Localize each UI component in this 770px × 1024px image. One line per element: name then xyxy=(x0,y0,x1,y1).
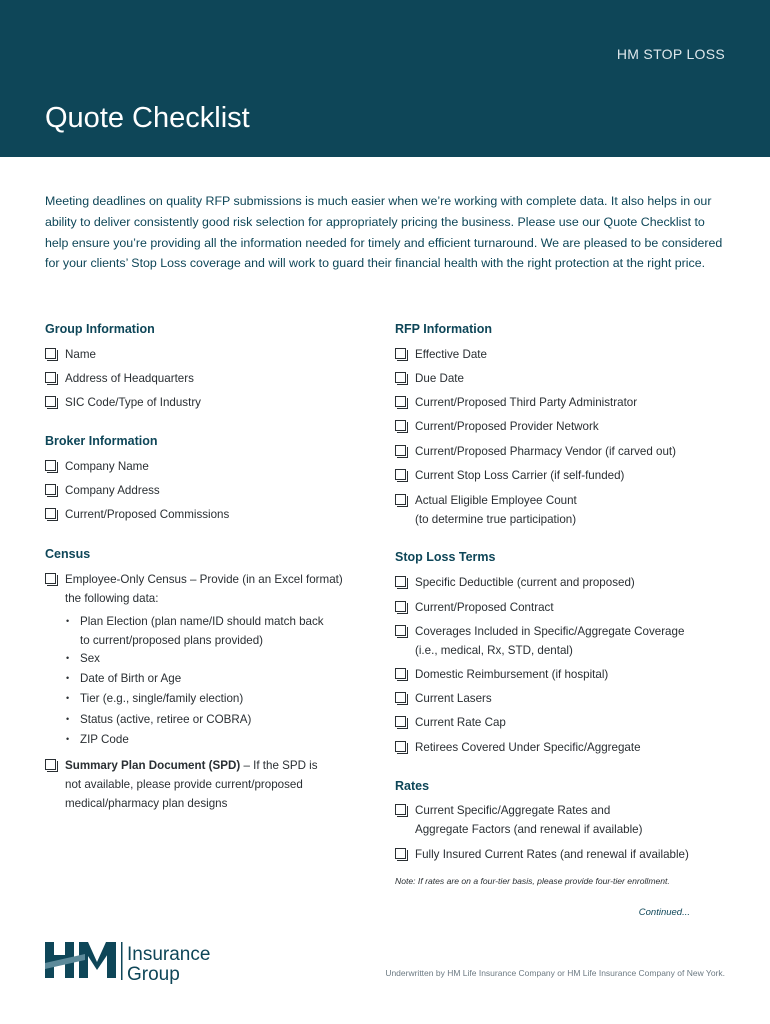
checklist-item[interactable]: Company Name xyxy=(45,457,149,476)
list-item: • Sex xyxy=(66,649,100,668)
checklist-item[interactable]: SIC Code/Type of Industry xyxy=(45,393,201,412)
checkbox-icon[interactable] xyxy=(395,804,406,815)
logo-word-insurance: Insurance xyxy=(127,944,211,965)
hm-insurance-group-logo xyxy=(45,940,235,986)
checkbox-icon[interactable] xyxy=(395,576,406,587)
checkbox-icon[interactable] xyxy=(395,348,406,359)
checkbox-icon[interactable] xyxy=(395,469,406,480)
checklist-item[interactable]: Current/Proposed Commissions xyxy=(45,505,229,524)
checklist-item[interactable]: Current/Proposed Contract xyxy=(395,598,554,617)
census-heading: Census xyxy=(45,547,91,561)
checkbox-icon[interactable] xyxy=(45,348,56,359)
checklist-item[interactable]: Company Address xyxy=(45,481,160,500)
rates-note: Note: If rates are on a four-tier basis, please provide four-tier enrollment. xyxy=(395,876,670,886)
checkbox-icon[interactable] xyxy=(45,573,56,584)
checkbox-icon[interactable] xyxy=(395,741,406,752)
checklist-item[interactable]: Retirees Covered Under Specific/Aggregate xyxy=(395,738,641,757)
checklist-item[interactable]: Name xyxy=(45,345,96,364)
checkbox-icon[interactable] xyxy=(45,508,56,519)
checklist-item[interactable]: Domestic Reimbursement (if hospital) xyxy=(395,665,608,684)
checkbox-icon[interactable] xyxy=(395,668,406,679)
bullet-icon: • xyxy=(66,714,70,724)
page-title: Quote Checklist xyxy=(45,102,250,134)
bullet-icon: • xyxy=(66,616,70,626)
list-item: • Tier (e.g., single/family election) xyxy=(66,689,243,708)
bullet-icon: • xyxy=(66,673,70,683)
rfp-information-heading: RFP Information xyxy=(395,322,492,336)
stop-loss-terms-heading: Stop Loss Terms xyxy=(395,550,496,564)
broker-information-heading: Broker Information xyxy=(45,434,158,448)
checklist-item-coverages[interactable]: Coverages Included in Specific/Aggregate Coverage (i.e., medical, Rx, STD, dental) xyxy=(395,622,684,660)
checkbox-icon[interactable] xyxy=(395,494,406,505)
checklist-item[interactable]: Current/Proposed Provider Network xyxy=(395,417,599,436)
checklist-item[interactable]: Current/Proposed Third Party Administrator xyxy=(395,393,637,412)
list-item: • Date of Birth or Age xyxy=(66,669,181,688)
checkbox-icon[interactable] xyxy=(45,372,56,383)
checklist-item[interactable]: Fully Insured Current Rates (and renewal if available) xyxy=(395,845,689,864)
checklist-item[interactable]: Due Date xyxy=(395,369,464,388)
checklist-item[interactable]: Current Stop Loss Carrier (if self-funded) xyxy=(395,466,624,485)
checklist-item[interactable]: Current Lasers xyxy=(395,689,492,708)
checklist-item[interactable]: Address of Headquarters xyxy=(45,369,194,388)
checklist-item-rates[interactable]: Current Specific/Aggregate Rates and Aggregate Factors (and renewal if available) xyxy=(395,801,643,839)
checklist-item-employee-count[interactable]: Actual Eligible Employee Count (to determine true participation) xyxy=(395,491,577,529)
checkbox-icon[interactable] xyxy=(45,396,56,407)
group-information-heading: Group Information xyxy=(45,322,155,336)
list-item: • Status (active, retiree or COBRA) xyxy=(66,710,251,729)
continued-label: Continued... xyxy=(638,907,690,918)
checkbox-icon[interactable] xyxy=(395,396,406,407)
logo-word-group: Group xyxy=(127,964,180,985)
checklist-item-spd[interactable]: Summary Plan Document (SPD) – If the SPD is not available, please provide current/proposed medical/pharmacy plan designs xyxy=(45,756,318,813)
list-item: • ZIP Code xyxy=(66,730,129,749)
checkbox-icon[interactable] xyxy=(45,484,56,495)
bullet-icon: • xyxy=(66,734,70,744)
checkbox-icon[interactable] xyxy=(395,372,406,383)
bullet-icon: • xyxy=(66,653,70,663)
checklist-item[interactable]: Specific Deductible (current and proposed) xyxy=(395,573,635,592)
rates-heading: Rates xyxy=(395,779,430,793)
checkbox-icon[interactable] xyxy=(395,445,406,456)
checkbox-icon[interactable] xyxy=(395,848,406,859)
brand-tag: HM STOP LOSS xyxy=(616,46,725,62)
checkbox-icon[interactable] xyxy=(395,692,406,703)
header-banner xyxy=(0,0,770,157)
checkbox-icon[interactable] xyxy=(45,460,56,471)
checkbox-icon[interactable] xyxy=(395,420,406,431)
checklist-item[interactable]: Effective Date xyxy=(395,345,487,364)
checkbox-icon[interactable] xyxy=(395,716,406,727)
checklist-item-employee-census[interactable]: Employee-Only Census – Provide (in an Excel format) the following data: xyxy=(45,570,343,608)
checkbox-icon[interactable] xyxy=(395,601,406,612)
bullet-icon: • xyxy=(66,693,70,703)
list-item: • Plan Election (plan name/ID should match back to current/proposed plans provided) xyxy=(66,612,324,650)
checklist-item[interactable]: Current Rate Cap xyxy=(395,713,506,732)
checklist-item[interactable]: Current/Proposed Pharmacy Vendor (if carved out) xyxy=(395,442,676,461)
checkbox-icon[interactable] xyxy=(45,759,56,770)
checkbox-icon[interactable] xyxy=(395,625,406,636)
footer-underwriting-note: Underwritten by HM Life Insurance Company or HM Life Insurance Company of New York. xyxy=(385,968,725,978)
intro-paragraph: Meeting deadlines on quality RFP submissions is much easier when we’re working with complete data. It also helps in our ability to deliver consistently good risk selection for appropriately pricing the business. Please use our Quote Checklist to help ensure you’re providing all the information needed for timely and efficient turnaround. We are pleased to be considered for your clients’ Stop Loss coverage and will work to guard their financial health with the right protection at the right price. xyxy=(45,194,723,271)
